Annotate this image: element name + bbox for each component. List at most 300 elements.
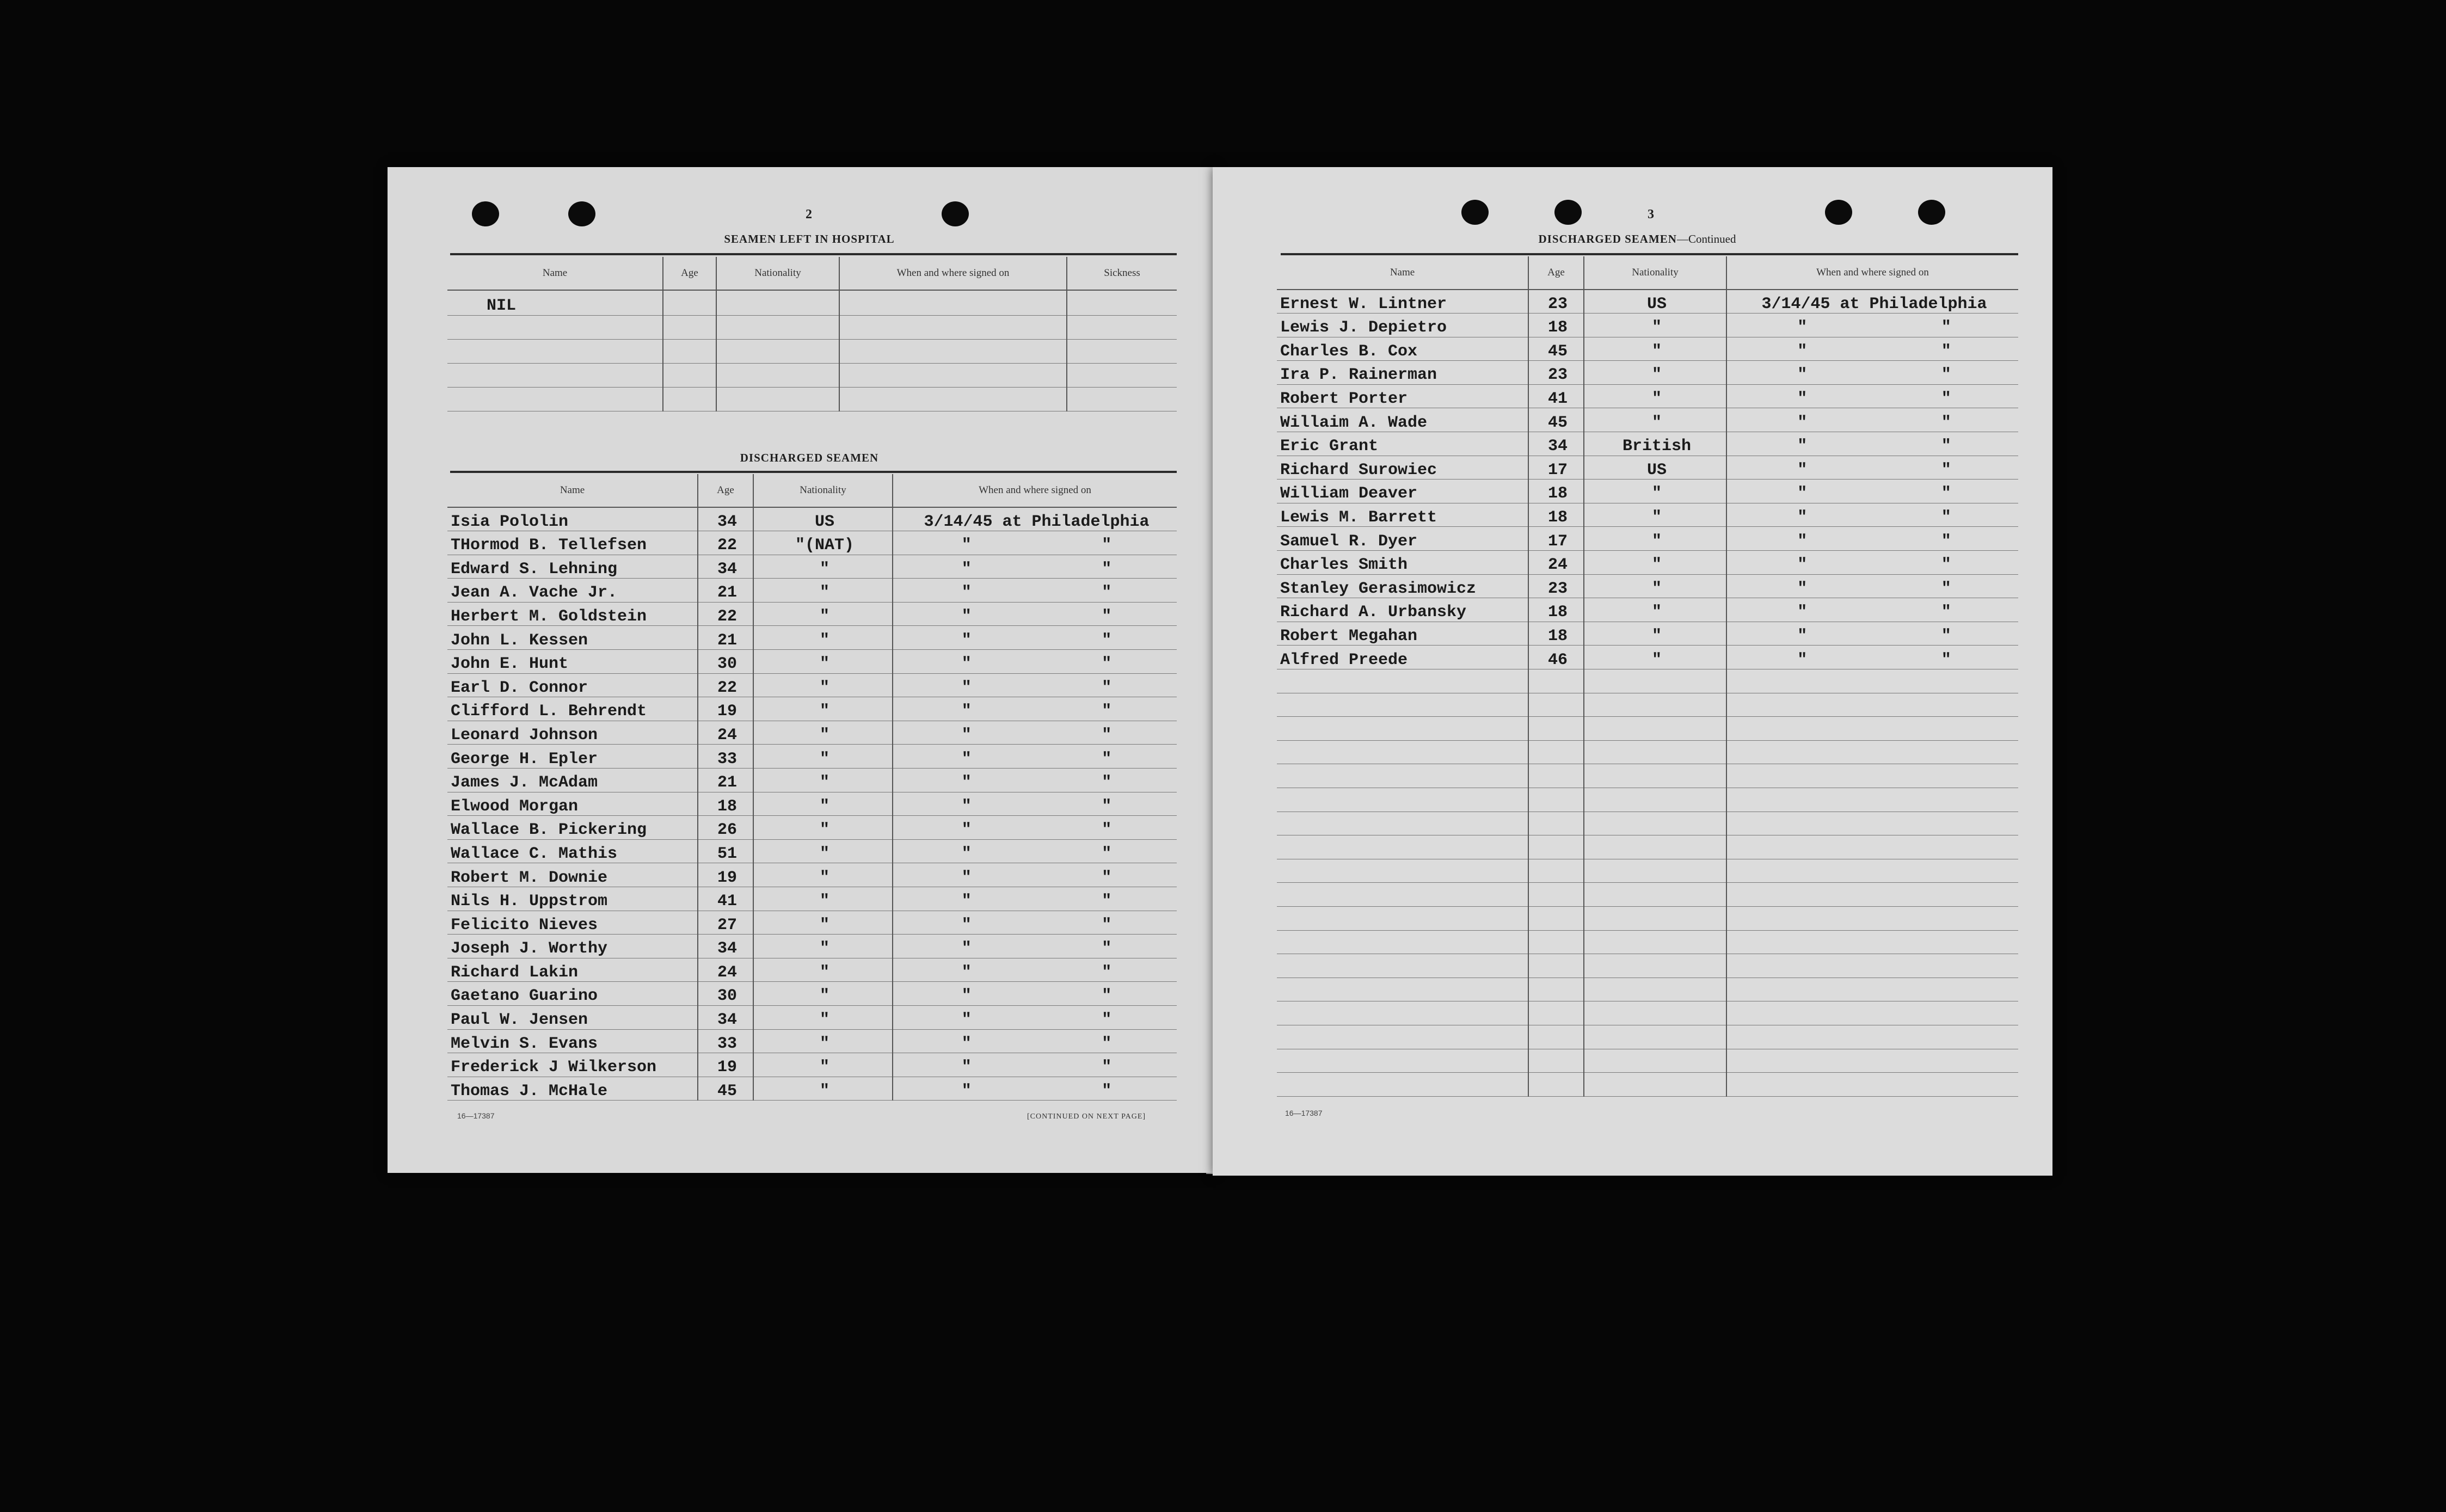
seaman-age: 41 [1528,384,1584,408]
ditto-place: " [1941,508,1951,527]
empty-cell [1528,669,1584,693]
empty-cell [1584,906,1726,930]
ditto-date: " [1797,579,1808,598]
table-row [447,958,1177,982]
empty-cell [1584,883,1726,907]
signed-on [893,531,1177,555]
signed-on [893,769,1177,792]
signed-on [893,1029,1177,1053]
page-number: 2 [806,207,812,222]
ditto-date: " [1797,508,1808,527]
seaman-name: John E. Hunt [447,650,698,674]
empty-cell [1584,1001,1726,1025]
ditto-place: " [1102,749,1112,769]
signed-on [1726,337,2018,361]
seaman-name: James J. McAdam [447,769,698,792]
table-row [1277,408,2018,432]
empty-cell [1277,835,1528,859]
ditto-date: " [961,560,972,579]
table-row [447,339,1177,363]
ditto-date: " [1797,413,1808,432]
empty-cell [1277,930,1528,954]
seaman-name: Richard Lakin [447,958,698,982]
signed-on [893,721,1177,745]
empty-cell [1528,764,1584,788]
seaman-name: Nils H. Uppstrom [447,887,698,911]
seaman-name: Thomas J. McHale [447,1077,698,1101]
signed-on [893,816,1177,840]
ditto-date: " [1797,366,1808,385]
ditto-date: " [961,892,972,911]
seaman-name: Robert Megahan [1277,622,1528,646]
table-row [1277,361,2018,385]
seaman-nationality: " [753,935,893,958]
ditto-place: " [1102,702,1112,721]
ditto-place: " [1941,413,1951,432]
ditto-date: " [1797,556,1808,575]
ditto-place: " [1941,342,1951,361]
seaman-nationality: " [1584,480,1726,503]
ditto-date: " [1797,460,1808,480]
punch-hole [1461,200,1489,225]
table-row [1277,337,2018,361]
seaman-name: Richard Surowiec [1277,456,1528,480]
ditto-date: " [1797,650,1808,669]
table-row [447,507,1177,531]
ditto-date: " [961,678,972,697]
seaman-age: 17 [1528,527,1584,551]
seaman-nationality: " [1584,574,1726,598]
ditto-date: " [961,607,972,626]
seaman-nationality: " [753,982,893,1006]
empty-cell [1584,1025,1726,1049]
empty-cell [1726,906,2018,930]
ditto-place: " [1102,821,1112,840]
seaman-age: 34 [1528,432,1584,456]
punch-hole [472,201,499,226]
seaman-age: 41 [698,887,753,911]
title-rule [450,253,1177,255]
seaman-age: 18 [1528,314,1584,337]
empty-row [1277,1049,2018,1073]
empty-cell [1584,978,1726,1001]
ditto-place: " [1102,963,1112,982]
empty-cell [1528,1073,1584,1097]
ditto-place: " [1102,536,1112,555]
continued-note: [CONTINUED ON NEXT PAGE] [1027,1113,1146,1121]
empty-cell [1584,930,1726,954]
seaman-age: 24 [698,721,753,745]
empty-cell [1584,835,1726,859]
ditto-place: " [1941,484,1951,503]
ditto-place: " [1102,844,1112,863]
empty-cell [1277,693,1528,717]
seaman-age: 24 [698,958,753,982]
seaman-age: 18 [698,792,753,816]
seaman-age: 19 [698,1053,753,1077]
column-header: Age [698,474,753,507]
ditto-date: " [961,726,972,745]
seaman-name: Leonard Johnson [447,721,698,745]
seaman-nationality: " [1584,361,1726,385]
empty-cell [1528,930,1584,954]
seaman-nationality: US [1584,456,1726,480]
empty-cell [1277,740,1528,764]
hospital-section-title: SEAMEN LEFT IN HOSPITAL [724,232,895,245]
ditto-place: " [1102,987,1112,1006]
seaman-age: 45 [1528,408,1584,432]
ditto-date: " [961,631,972,650]
seaman-age: 26 [698,816,753,840]
seaman-name: Richard A. Urbansky [1277,598,1528,622]
ditto-date: " [961,939,972,958]
ditto-place: " [1102,773,1112,792]
ditto-date: " [961,1058,972,1077]
punch-hole [1554,200,1582,225]
seaman-name: Wallace B. Pickering [447,816,698,840]
ditto-date: " [961,1034,972,1053]
seaman-age: 22 [698,602,753,626]
column-header: Name [447,474,698,507]
empty-cell [1277,717,1528,741]
ditto-place: " [1102,678,1112,697]
table-row [447,602,1177,626]
ditto-place: " [1941,650,1951,669]
seaman-nationality: " [753,626,893,650]
empty-cell [1277,906,1528,930]
seaman-nationality: " [753,721,893,745]
empty-row [1277,1073,2018,1097]
seaman-nationality: " [753,697,893,721]
empty-row [1277,954,2018,978]
empty-cell [1726,788,2018,812]
ditto-date: " [961,702,972,721]
column-header: When and where signed on [893,474,1177,507]
signed-on [893,745,1177,769]
column-header: Nationality [753,474,893,507]
ditto-date: " [1797,532,1808,551]
empty-cell [1726,859,2018,883]
empty-cell [1528,835,1584,859]
hospital-entry: NIL [447,290,663,315]
signed-on [1726,361,2018,385]
signed-on [893,697,1177,721]
ditto-place: " [1102,607,1112,626]
left-page [388,167,1216,1173]
seaman-age: 23 [1528,574,1584,598]
empty-cell [1584,954,1726,978]
ditto-place: " [1102,631,1112,650]
signed-on [1726,314,2018,337]
table-row [447,721,1177,745]
seaman-nationality: " [1584,337,1726,361]
seaman-nationality: " [1584,314,1726,337]
table-row [1277,314,2018,337]
seaman-age: 19 [698,863,753,887]
table-row [447,792,1177,816]
empty-row [1277,669,2018,693]
signed-on [1726,622,2018,646]
column-header: Age [663,257,716,290]
punch-hole [942,201,969,226]
empty-cell [1726,740,2018,764]
seaman-age: 24 [1528,551,1584,575]
seaman-age: 51 [698,839,753,863]
seaman-nationality: " [753,839,893,863]
empty-cell [1528,693,1584,717]
empty-cell [1726,1025,2018,1049]
signed-on: 3/14/45 at Philadelphia [1726,290,2018,314]
signed-on [1726,432,2018,456]
seaman-age: 34 [698,1005,753,1029]
seaman-name: Frederick J Wilkerson [447,1053,698,1077]
seaman-name: Eric Grant [1277,432,1528,456]
seaman-name: Felicito Nieves [447,911,698,935]
empty-cell [1277,812,1528,835]
seaman-nationality: " [753,602,893,626]
seaman-name: Wallace C. Mathis [447,839,698,863]
signed-on [893,839,1177,863]
page-number: 3 [1648,207,1654,222]
table-row [447,745,1177,769]
table-row [1277,456,2018,480]
ditto-place: " [1102,1034,1112,1053]
seaman-name: Lewis M. Barrett [1277,503,1528,527]
seaman-name: Edward S. Lehning [447,555,698,579]
empty-cell [1726,1049,2018,1073]
seaman-age: 45 [698,1077,753,1101]
seaman-nationality: " [753,1029,893,1053]
signed-on [1726,408,2018,432]
hospital-table [447,257,1177,411]
punch-hole [1825,200,1852,225]
seaman-nationality: " [1584,598,1726,622]
empty-row [1277,906,2018,930]
empty-cell [1584,669,1726,693]
empty-row [1277,717,2018,741]
ditto-place: " [1102,560,1112,579]
signed-on [1726,574,2018,598]
empty-cell [1528,812,1584,835]
seaman-nationality: " [753,816,893,840]
table-row [1277,598,2018,622]
seaman-name: Ernest W. Lintner [1277,290,1528,314]
table-row [447,697,1177,721]
signed-on [893,1053,1177,1077]
discharged-continued-title [1485,232,1790,246]
seaman-age: 33 [698,1029,753,1053]
table-row [447,839,1177,863]
empty-cell [1726,954,2018,978]
column-header: Age [1528,256,1584,290]
seaman-age: 34 [698,935,753,958]
discharged-section-title: DISCHARGED SEAMEN [740,451,879,464]
ditto-place: " [1941,318,1951,337]
signed-on [1726,384,2018,408]
signed-on [1726,646,2018,669]
seaman-name: George H. Epler [447,745,698,769]
empty-cell [1277,788,1528,812]
empty-row [1277,693,2018,717]
ditto-date: " [961,987,972,1006]
table-row [447,650,1177,674]
ditto-date: " [961,844,972,863]
seaman-name: John L. Kessen [447,626,698,650]
seaman-nationality: " [753,650,893,674]
ditto-place: " [1941,603,1951,622]
empty-row [1277,764,2018,788]
empty-cell [1584,717,1726,741]
table-row [447,673,1177,697]
empty-cell [1584,812,1726,835]
table-row [447,1029,1177,1053]
seaman-age: 30 [698,982,753,1006]
empty-cell [1277,1001,1528,1025]
empty-cell [1726,1001,2018,1025]
signed-on [1726,527,2018,551]
seaman-nationality: " [753,911,893,935]
seaman-name: Isia Pololin [447,507,698,531]
ditto-date: " [961,749,972,769]
signed-on [1726,503,2018,527]
seaman-name: Samuel R. Dyer [1277,527,1528,551]
punch-hole [568,201,595,226]
discharged-table [447,474,1177,1101]
empty-cell [1528,1049,1584,1073]
signed-on [893,602,1177,626]
ditto-place: " [1102,892,1112,911]
empty-cell [1584,788,1726,812]
punch-hole [1918,200,1945,225]
title-continued: —Continued [1676,232,1736,245]
seaman-nationality: US [1584,290,1726,314]
empty-cell [1277,1025,1528,1049]
seaman-name: Earl D. Connor [447,673,698,697]
empty-cell [1726,978,2018,1001]
seaman-name: Jean A. Vache Jr. [447,579,698,603]
seaman-age: 22 [698,531,753,555]
seaman-age: 23 [1528,361,1584,385]
table-row [447,911,1177,935]
ditto-place: " [1102,1011,1112,1030]
empty-row [1277,859,2018,883]
empty-cell [1277,1073,1528,1097]
ditto-place: " [1941,460,1951,480]
empty-row [1277,835,2018,859]
ditto-place: " [1102,583,1112,603]
empty-row [1277,978,2018,1001]
seaman-nationality: " [753,863,893,887]
ditto-place: " [1941,579,1951,598]
empty-cell [1528,717,1584,741]
empty-cell [1277,859,1528,883]
signed-on [893,887,1177,911]
column-header: Nationality [716,257,839,290]
ditto-place: " [1941,437,1951,456]
ditto-place: " [1102,1058,1112,1077]
table-header-row [1277,256,2018,290]
empty-cell [1277,669,1528,693]
signed-on [893,579,1177,603]
table-row [447,935,1177,958]
seaman-nationality: " [753,958,893,982]
empty-cell [1528,1001,1584,1025]
seaman-name: Paul W. Jensen [447,1005,698,1029]
seaman-name: Elwood Morgan [447,792,698,816]
ditto-place: " [1941,532,1951,551]
ditto-place: " [1102,655,1112,674]
seaman-age: 30 [698,650,753,674]
signed-on [1726,480,2018,503]
table-row [447,387,1177,411]
table-row [447,887,1177,911]
seaman-nationality: " [753,769,893,792]
signed-on [893,958,1177,982]
title-main: DISCHARGED SEAMEN [1538,232,1677,245]
empty-cell [1528,788,1584,812]
seaman-age: 21 [698,626,753,650]
ditto-date: " [1797,484,1808,503]
table-row [447,769,1177,792]
empty-cell [1584,859,1726,883]
table-row [447,363,1177,387]
seaman-age: 18 [1528,503,1584,527]
empty-cell [1528,978,1584,1001]
title-rule [1281,253,2018,255]
ditto-date: " [1797,626,1808,646]
table-row [1277,622,2018,646]
empty-row [1277,1001,2018,1025]
seaman-name: Ira P. Rainerman [1277,361,1528,385]
signed-on [893,1005,1177,1029]
table-row [447,1053,1177,1077]
ditto-date: " [1797,437,1808,456]
seaman-age: 18 [1528,598,1584,622]
ditto-date: " [961,655,972,674]
seaman-name: THormod B. Tellefsen [447,531,698,555]
seaman-name: Alfred Preede [1277,646,1528,669]
empty-cell [1277,978,1528,1001]
seaman-age: 45 [1528,337,1584,361]
right-page [1213,167,2052,1176]
form-number: 16—17387 [457,1111,495,1120]
seaman-nationality: " [753,1053,893,1077]
ditto-date: " [1797,389,1808,408]
empty-cell [1584,693,1726,717]
empty-cell [1584,1073,1726,1097]
empty-cell [1726,693,2018,717]
signed-on [893,792,1177,816]
column-header: Name [1277,256,1528,290]
table-row [1277,574,2018,598]
seaman-age: 33 [698,745,753,769]
empty-cell [1277,954,1528,978]
column-header: Sickness [1067,257,1177,290]
empty-cell [1726,669,2018,693]
seaman-name: Willaim A. Wade [1277,408,1528,432]
ditto-date: " [961,963,972,982]
table-row [1277,527,2018,551]
ditto-place: " [1102,868,1112,887]
seaman-age: 34 [698,507,753,531]
seaman-name: Charles Smith [1277,551,1528,575]
seaman-nationality: " [1584,622,1726,646]
empty-cell [1277,764,1528,788]
seaman-nationality: " [1584,503,1726,527]
seaman-nationality: " [1584,646,1726,669]
seaman-name: William Deaver [1277,480,1528,503]
ditto-date: " [961,1011,972,1030]
